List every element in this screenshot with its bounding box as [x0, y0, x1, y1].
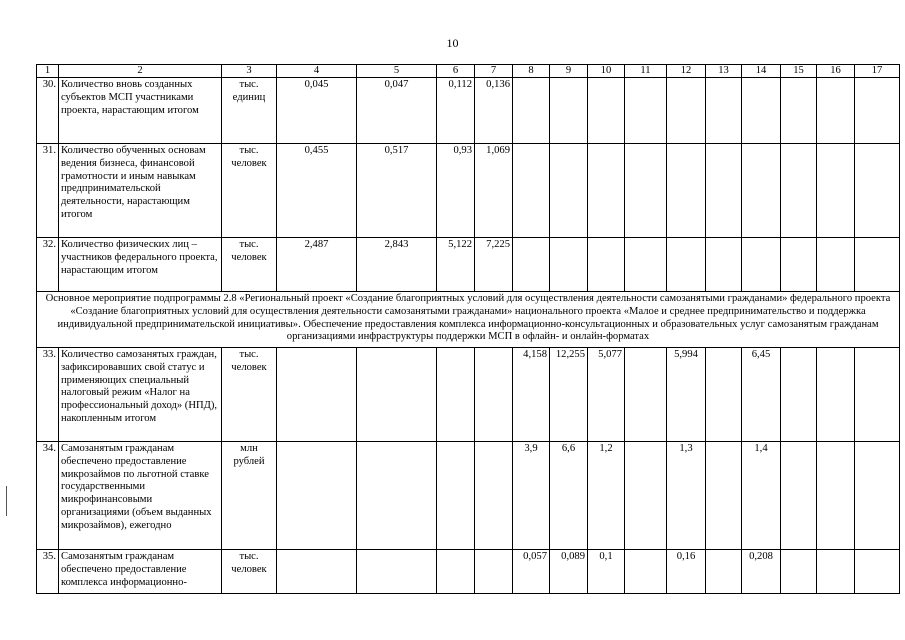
value-col-11 [625, 348, 667, 442]
value-col-6 [437, 442, 475, 550]
value-col-12: 1,3 [667, 442, 706, 550]
value-col-5: 0,517 [357, 144, 437, 238]
value-col-8: 3,9 [513, 442, 550, 550]
value-col-5: 2,843 [357, 238, 437, 292]
value-col-6: 5,122 [437, 238, 475, 292]
section-heading: Основное мероприятие подпрограммы 2.8 «Региональный проект «Создание благоприятных условий для осуществления деятельности самозанятыми гражданами» федерального проекта «Создание благоприятных условий для осуществления деятельности самозанятыми гражданами» национального проекта «Малое и среднее предпринимательство и поддержка индивидуальной предпринимательской инициативы». Обеспечение предоставления комплекса информационно-консультационных и образовательных услуг самозанятым гражданам организациями инфраструктуры поддержки МСП в офлайн- и онлайн-форматах [37, 292, 900, 348]
indicator-name: Количество физических лиц – участников федерального проекта, нарастающим итогом [59, 238, 222, 292]
value-col-16 [817, 78, 855, 144]
value-col-5: 0,047 [357, 78, 437, 144]
value-col-16 [817, 442, 855, 550]
row-number: 33. [37, 348, 59, 442]
header-col-14: 14 [742, 65, 781, 78]
value-col-10: 1,2 [588, 442, 625, 550]
row-number: 32. [37, 238, 59, 292]
value-col-8: 0,057 [513, 550, 550, 594]
value-col-7: 7,225 [475, 238, 513, 292]
value-col-17 [855, 348, 900, 442]
value-col-13 [706, 78, 742, 144]
value-col-4: 0,455 [277, 144, 357, 238]
value-col-14: 0,208 [742, 550, 781, 594]
value-col-4 [277, 442, 357, 550]
value-col-15 [781, 348, 817, 442]
header-col-11: 11 [625, 65, 667, 78]
value-col-9: 12,255 [550, 348, 588, 442]
margin-mark [6, 486, 7, 516]
indicator-name: Количество обученных основам ведения бизнеса, финансовой грамотности и иным навыкам предпринимательской деятельности, нарастающим итогом [59, 144, 222, 238]
value-col-5 [357, 550, 437, 594]
unit: тыс. человек [222, 238, 277, 292]
value-col-15 [781, 442, 817, 550]
section-row [37, 292, 900, 348]
table-row [37, 550, 900, 594]
value-col-14 [742, 78, 781, 144]
value-col-11 [625, 238, 667, 292]
table-row [37, 78, 900, 144]
header-col-5: 5 [357, 65, 437, 78]
value-col-7 [475, 550, 513, 594]
value-col-10: 5,077 [588, 348, 625, 442]
header-col-1: 1 [37, 65, 59, 78]
value-col-5 [357, 348, 437, 442]
value-col-9: 6,6 [550, 442, 588, 550]
value-col-4 [277, 348, 357, 442]
value-col-4: 0,045 [277, 78, 357, 144]
row-number: 31. [37, 144, 59, 238]
value-col-10 [588, 238, 625, 292]
unit: тыс. человек [222, 144, 277, 238]
value-col-7: 1,069 [475, 144, 513, 238]
value-col-10: 0,1 [588, 550, 625, 594]
value-col-13 [706, 550, 742, 594]
value-col-10 [588, 78, 625, 144]
header-col-13: 13 [706, 65, 742, 78]
header-col-16: 16 [817, 65, 855, 78]
value-col-13 [706, 144, 742, 238]
value-col-6 [437, 550, 475, 594]
value-col-14 [742, 144, 781, 238]
value-col-7: 0,136 [475, 78, 513, 144]
unit: млн рублей [222, 442, 277, 550]
header-col-17: 17 [855, 65, 900, 78]
header-col-10: 10 [588, 65, 625, 78]
value-col-12: 0,16 [667, 550, 706, 594]
header-col-9: 9 [550, 65, 588, 78]
indicator-name: Самозанятым гражданам обеспечено предоставление комплекса информационно- [59, 550, 222, 594]
value-col-14 [742, 238, 781, 292]
value-col-4 [277, 550, 357, 594]
value-col-14: 6,45 [742, 348, 781, 442]
value-col-11 [625, 442, 667, 550]
value-col-8 [513, 78, 550, 144]
value-col-11 [625, 550, 667, 594]
value-col-9: 0,089 [550, 550, 588, 594]
value-col-14: 1,4 [742, 442, 781, 550]
value-col-16 [817, 144, 855, 238]
value-col-17 [855, 238, 900, 292]
row-number: 34. [37, 442, 59, 550]
value-col-6 [437, 348, 475, 442]
value-col-13 [706, 348, 742, 442]
value-col-17 [855, 78, 900, 144]
value-col-15 [781, 550, 817, 594]
value-col-12: 5,994 [667, 348, 706, 442]
indicator-name: Количество самозанятых граждан, зафиксировавших свой статус и применяющих специальный налоговый режим «Налог на профессиональный доход» (НПД), накопленным итогом [59, 348, 222, 442]
value-col-16 [817, 238, 855, 292]
value-col-17 [855, 144, 900, 238]
value-col-13 [706, 442, 742, 550]
value-col-15 [781, 78, 817, 144]
header-col-4: 4 [277, 65, 357, 78]
value-col-15 [781, 144, 817, 238]
value-col-17 [855, 550, 900, 594]
header-row [37, 65, 900, 78]
value-col-5 [357, 442, 437, 550]
header-col-7: 7 [475, 65, 513, 78]
value-col-13 [706, 238, 742, 292]
unit: тыс. единиц [222, 78, 277, 144]
indicator-name: Самозанятым гражданам обеспечено предоставление микрозаймов по льготной ставке государственными микрофинансовыми организациями (объем выданных микрозаймов), ежегодно [59, 442, 222, 550]
page-number: 10 [446, 36, 459, 50]
value-col-15 [781, 238, 817, 292]
indicator-name: Количество вновь созданных субъектов МСП участниками проекта, нарастающим итогом [59, 78, 222, 144]
table-row [37, 238, 900, 292]
value-col-9 [550, 78, 588, 144]
value-col-11 [625, 78, 667, 144]
header-col-6: 6 [437, 65, 475, 78]
header-col-3: 3 [222, 65, 277, 78]
value-col-7 [475, 348, 513, 442]
value-col-7 [475, 442, 513, 550]
value-col-12 [667, 78, 706, 144]
table-row [37, 144, 900, 238]
header-col-12: 12 [667, 65, 706, 78]
header-col-15: 15 [781, 65, 817, 78]
value-col-6: 0,112 [437, 78, 475, 144]
value-col-12 [667, 144, 706, 238]
value-col-9 [550, 144, 588, 238]
value-col-8: 4,158 [513, 348, 550, 442]
unit: тыс. человек [222, 348, 277, 442]
value-col-9 [550, 238, 588, 292]
value-col-16 [817, 550, 855, 594]
row-number: 30. [37, 78, 59, 144]
indicators-table [36, 64, 900, 594]
value-col-17 [855, 442, 900, 550]
value-col-12 [667, 238, 706, 292]
value-col-4: 2,487 [277, 238, 357, 292]
table-row [37, 348, 900, 442]
row-number: 35. [37, 550, 59, 594]
value-col-16 [817, 348, 855, 442]
table-row [37, 442, 900, 550]
value-col-11 [625, 144, 667, 238]
unit: тыс. человек [222, 550, 277, 594]
value-col-6: 0,93 [437, 144, 475, 238]
header-col-2: 2 [59, 65, 222, 78]
value-col-8 [513, 144, 550, 238]
value-col-10 [588, 144, 625, 238]
header-col-8: 8 [513, 65, 550, 78]
value-col-8 [513, 238, 550, 292]
